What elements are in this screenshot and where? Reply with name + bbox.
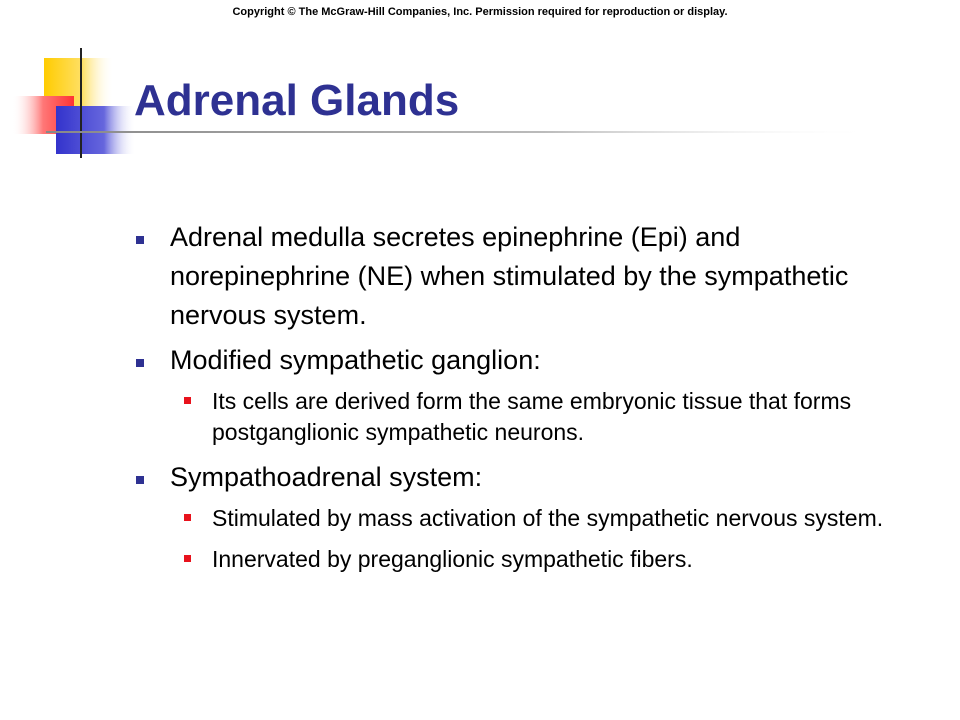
sub-bullet-text: Stimulated by mass activation of the sympathetic nervous system. <box>212 505 884 531</box>
bullet-marker-icon <box>136 236 144 244</box>
sub-bullet-text: Its cells are derived form the same embryonic tissue that forms postganglionic sympathetic neurons. <box>212 388 852 445</box>
bullet-marker-icon <box>136 359 144 367</box>
deco-horizontal-line <box>46 131 876 133</box>
sub-bullet-text: Innervated by preganglionic sympathetic fibers. <box>212 546 693 572</box>
bullet-item <box>132 218 912 335</box>
bullet-list <box>132 218 912 585</box>
bullet-text: Adrenal medulla secretes epinephrine (Epi) and norepinephrine (NE) when stimulated by the sympathetic nervous system. <box>170 222 849 330</box>
deco-vertical-line <box>80 48 82 158</box>
sub-bullet-item <box>212 386 912 448</box>
slide-title: Adrenal Glands <box>134 76 460 125</box>
sub-bullet-item <box>212 503 912 534</box>
sub-bullet-item <box>212 544 912 575</box>
sub-bullet-marker-icon <box>184 397 191 404</box>
deco-blue-block <box>56 106 136 154</box>
bullet-item <box>132 341 912 380</box>
sub-bullet-marker-icon <box>184 555 191 562</box>
bullet-text: Modified sympathetic ganglion: <box>170 345 541 375</box>
bullet-marker-icon <box>136 476 144 484</box>
bullet-item <box>132 458 912 497</box>
copyright-notice: Copyright © The McGraw-Hill Companies, Inc. Permission required for reproduction or display. <box>232 6 728 18</box>
sub-bullet-marker-icon <box>184 514 191 521</box>
bullet-text: Sympathoadrenal system: <box>170 462 483 492</box>
